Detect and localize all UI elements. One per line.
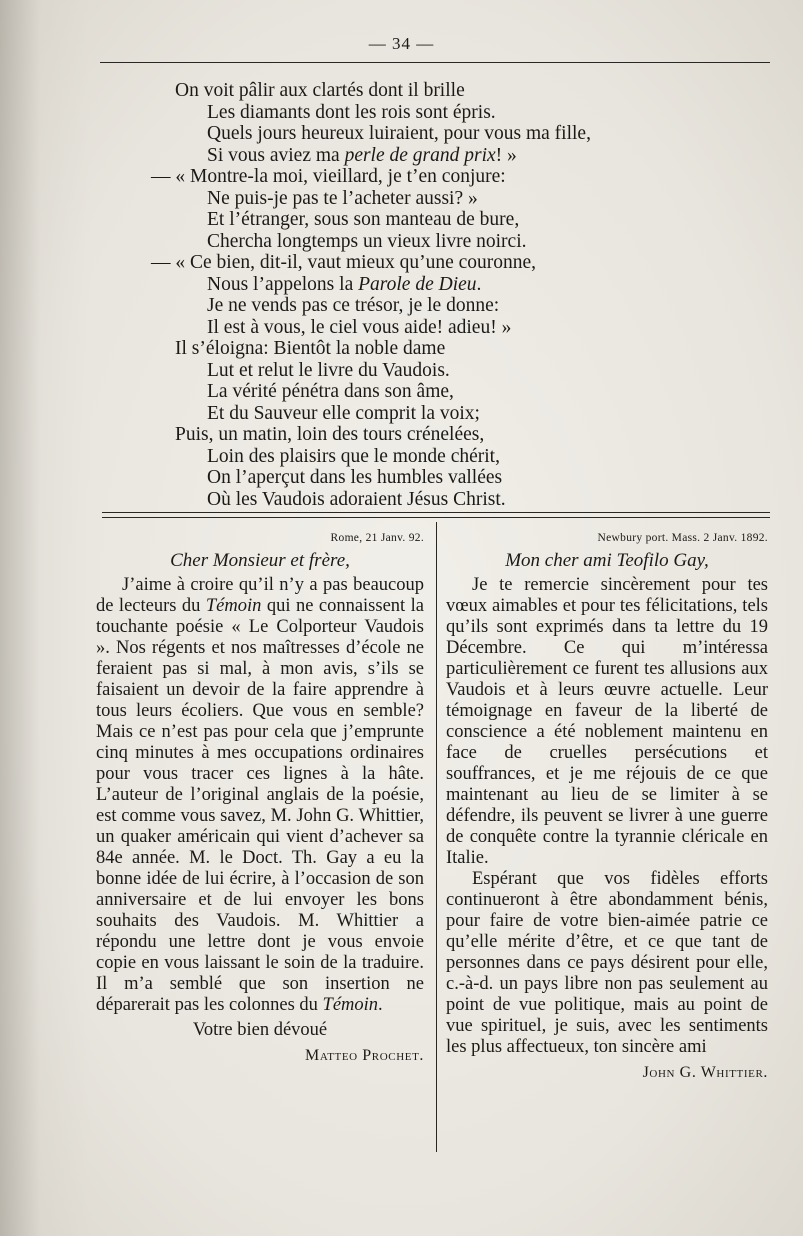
poem-line-text: Et du Sauveur elle comprit la voix; xyxy=(207,402,480,424)
poem-line xyxy=(175,209,695,231)
dateline: Rome, 21 Janv. 92. xyxy=(330,532,424,544)
header-rule xyxy=(100,62,770,63)
poem-line-text: Ne puis-je pas te l’acheter aussi? » xyxy=(207,187,478,209)
poem-line-text: Il s’éloigna: Bientôt la noble dame xyxy=(175,338,446,359)
poem-line xyxy=(175,424,695,446)
dateline: Newbury port. Mass. 2 Janv. 1892. xyxy=(597,532,768,544)
poem-line xyxy=(175,80,695,102)
poem-line-text: Et l’étranger, sous son manteau de bure, xyxy=(207,209,520,230)
poem-line xyxy=(175,467,695,489)
poem-line xyxy=(175,274,695,296)
poem-line xyxy=(175,295,695,317)
text-run: Espérant que vos fidèles efforts continueront à être abondamment bénis, pour faire de votre bien-aimée patrie ce qu’elle mérite d’être, et ce que tant de personnes dans ce pays désirent pour elle, c.-à-d. un pays libre non pas seulement au point de vue politique, mais au point de vue spirituel, je suis, avec les sentiments les plus affectueux, ton sincère ami xyxy=(446,869,768,1057)
poem-line xyxy=(175,145,695,167)
poem-line xyxy=(175,360,695,382)
poem-line xyxy=(175,123,695,145)
signature: Matteo Prochet. xyxy=(305,1047,424,1064)
poem-line xyxy=(151,252,695,274)
text-run: Je te remercie sincèrement pour tes vœux aimables et pour tes félicitations, tels qu’ils sont exprimés dans ta lettre du 19 Décembre. Ce qui m’intéressa particulièrement ce furent tes allusions aux Vaudois et à leurs œuvre actuelle. Leur témoignage en faveur de la liberté de conscience a été noblement maintenu en face de cruelles persécutions et souffrances, et je me réjouis de ce que maintenant au lieu de se limiter à se défendre, ils peuvent se livrer à une guerre de conquête contre la tyrannie cléricale en Italie. xyxy=(446,575,768,868)
italic-title: Témoin xyxy=(205,596,262,616)
poem-line xyxy=(175,102,695,124)
poem-line-text: — « Montre-la moi, vieillard, je t’en conjure: xyxy=(151,166,506,187)
poem-line-text: Chercha longtemps un vieux livre noirci. xyxy=(207,230,527,252)
paragraph xyxy=(446,869,768,1058)
poem-line-text: . xyxy=(476,273,482,295)
poem-line xyxy=(175,381,695,403)
salutation: Cher Monsieur et frère, xyxy=(170,550,350,571)
poem-line-text: On l’aperçut dans les humbles vallées xyxy=(207,467,503,488)
poem-line-text: Si vous aviez ma xyxy=(207,144,345,166)
poem-line xyxy=(175,446,695,468)
poem-line-text: On voit pâlir aux clartés dont il brille xyxy=(175,80,465,101)
closing: Votre bien dévoué xyxy=(192,1020,328,1040)
poem-line-text: Les diamants dont les rois sont épris. xyxy=(207,101,496,123)
text-run: qui ne connaissent la touchante poésie « Le Colporteur Vaudois ». Nos régents et nos maîtresses d’école ne feraient pas si mal, à mon avis, s’ils se faisaient un devoir de la faire apprendre à tous leurs écoliers. Que vous en semble? Mais ce n’est pas pour cela que j’emprunte cinq minutes à mes occupations ordinaires pour vous tracer ces lignes à la hâte. L’auteur de l’original anglais de la poésie, est comme vous savez, M. John G. Whittier, un quaker américain qui vient d’achever sa 84e année. M. le Doct. Th. Gay a eu la bonne idée de lui écrire, à l’occasion de son anniversaire et de lui envoyer les bons souhaits des Vaudois. M. Whittier a répondu une lettre dont je vous envoie copie en vous laissant le soin de la traduire. Il m’a semblé que son insertion ne déparerait pas les colonnes du xyxy=(96,596,424,1015)
poem-line-text: La vérité pénétra dans son âme, xyxy=(207,381,454,402)
section-divider xyxy=(102,512,770,518)
poem-line xyxy=(175,231,695,253)
poem-line-text: Puis, un matin, loin des tours crénelées, xyxy=(175,424,485,445)
poem-line-text: Il est à vous, le ciel vous aide! adieu! » xyxy=(207,316,512,338)
poem-line-text: Loin des plaisirs que le monde chérit, xyxy=(207,445,500,467)
text-run: J’aime à croire qu’il n’y a pas beaucoup de lecteurs du xyxy=(96,575,424,616)
letter-body xyxy=(96,575,424,1016)
poem-line-text: Lut et relut le livre du Vaudois. xyxy=(207,359,450,381)
salutation: Mon cher ami Teofilo Gay, xyxy=(505,550,709,571)
poem-line xyxy=(175,317,695,339)
paragraph xyxy=(446,575,768,869)
poem-line-text: Quels jours heureux luiraient, pour vous ma fille, xyxy=(207,123,591,144)
italic-phrase: Parole de Dieu xyxy=(358,273,477,295)
italic-title: Témoin xyxy=(322,995,379,1015)
letter-whittier xyxy=(446,530,768,1083)
poem-line-text: — « Ce bien, dit-il, vaut mieux qu’une couronne, xyxy=(151,252,537,273)
italic-phrase: perle de grand prix xyxy=(344,144,496,166)
poem-line xyxy=(175,188,695,210)
letter-body xyxy=(446,575,768,1058)
poem-line xyxy=(175,489,695,511)
poem-line xyxy=(175,338,695,360)
poem-line-text: ! » xyxy=(495,144,517,166)
page-number: — 34 — xyxy=(368,34,435,53)
column-divider xyxy=(436,522,437,1152)
poem-line-text: Je ne vends pas ce trésor, je le donne: xyxy=(207,295,500,316)
poem-line-text: Nous l’appelons la xyxy=(207,273,359,295)
poem-line-text: Où les Vaudois adoraient Jésus Christ. xyxy=(207,488,506,510)
text-run: . xyxy=(378,995,383,1015)
signature: John G. Whittier. xyxy=(642,1064,768,1081)
poem xyxy=(151,80,695,510)
letter-prochet xyxy=(96,530,424,1066)
poem-line xyxy=(175,403,695,425)
poem-line xyxy=(151,166,695,188)
paragraph xyxy=(96,575,424,1016)
